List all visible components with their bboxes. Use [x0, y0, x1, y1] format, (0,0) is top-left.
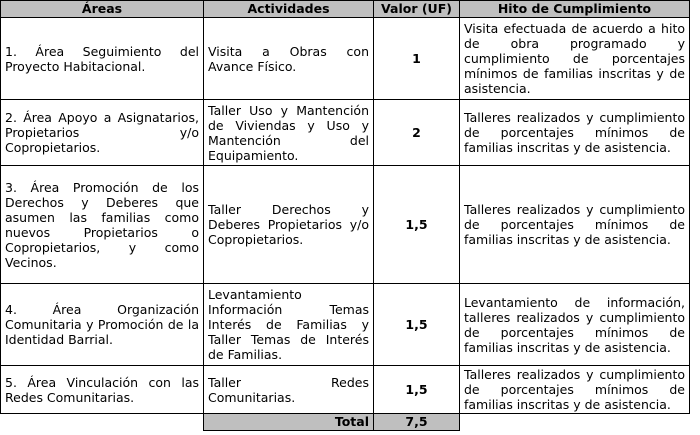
area-cell: 4. Área Organización Comunitaria y Promoción de la Identidad Barrial. [1, 284, 204, 366]
value-cell: 1 [374, 18, 460, 100]
activity-cell: Levantamiento Información Temas Interés de Familias y Taller Temas de Interés de Familias. [204, 284, 374, 366]
area-cell: 1. Área Seguimiento del Proyecto Habitacional. [1, 18, 204, 100]
area-cell: 5. Área Vinculación con las Redes Comunitarias. [1, 366, 204, 414]
total-label: Total [204, 414, 374, 431]
total-value: 7,5 [374, 414, 460, 431]
header-hito: Hito de Cumplimiento [460, 1, 690, 18]
table-row [1, 18, 690, 100]
activity-cell: Taller Redes Comunitarias. [204, 366, 374, 414]
value-cell: 1,5 [374, 166, 460, 284]
header-actividades: Actividades [204, 1, 374, 18]
value-cell: 1,5 [374, 284, 460, 366]
area-cell: 2. Área Apoyo a Asignatarios, Propietarios y/o Copropietarios. [1, 100, 204, 166]
activity-cell: Taller Uso y Mantención de Viviendas y Uso y Mantención del Equipamiento. [204, 100, 374, 166]
milestone-cell: Talleres realizados y cumplimiento de porcentajes mínimos de familias inscritas y de asistencia. [460, 100, 690, 166]
value-cell: 1,5 [374, 366, 460, 414]
table-row [1, 100, 690, 166]
table-row [1, 284, 690, 366]
area-cell: 3. Área Promoción de los Derechos y Deberes que asumen las familias como nuevos Propietarios o Copropietarios, y como Vecinos. [1, 166, 204, 284]
total-row [1, 414, 690, 431]
blank-cell [1, 414, 204, 431]
header-valor: Valor (UF) [374, 1, 460, 18]
milestone-cell: Talleres realizados y cumplimiento de porcentajes mínimos de familias inscritas y de asistencia. [460, 166, 690, 284]
header-areas: Áreas [1, 1, 204, 18]
milestone-cell: Levantamiento de información, talleres realizados y cumplimiento de porcentajes mínimos de familias inscritas y de asistencia. [460, 284, 690, 366]
activity-cell: Visita a Obras con Avance Físico. [204, 18, 374, 100]
milestone-cell: Talleres realizados y cumplimiento de porcentajes mínimos de familias inscritas y de asistencia. [460, 366, 690, 414]
milestone-cell: Visita efectuada de acuerdo a hito de obra programado y cumplimiento de porcentajes mínimos de familias inscritas y de asistencia. [460, 18, 690, 100]
value-cell: 2 [374, 100, 460, 166]
header-row [1, 1, 690, 18]
activity-cell: Taller Derechos y Deberes Propietarios y/o Copropietarios. [204, 166, 374, 284]
table-row [1, 366, 690, 414]
blank-cell [460, 414, 690, 431]
table-row [1, 166, 690, 284]
